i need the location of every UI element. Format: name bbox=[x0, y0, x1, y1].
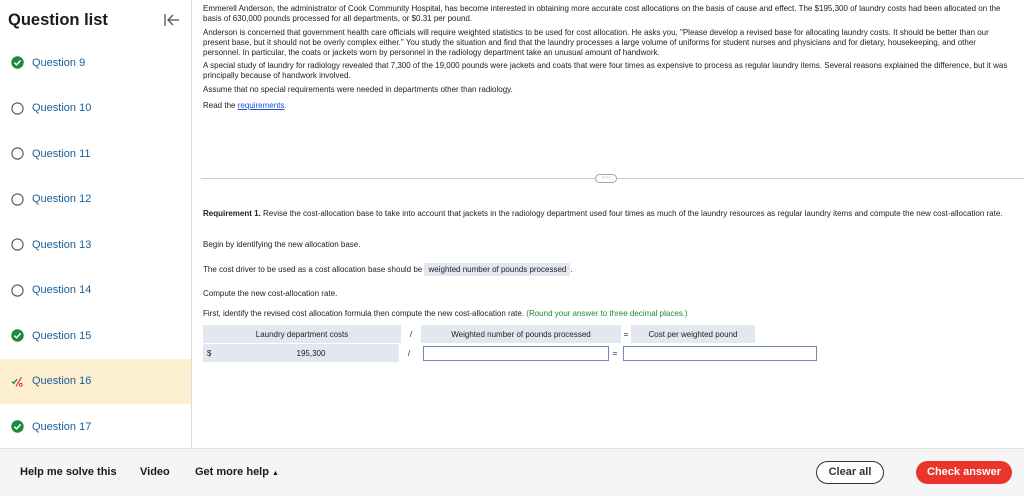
expand-toggle[interactable]: ···· bbox=[595, 174, 617, 183]
empty-circle-icon bbox=[11, 238, 24, 251]
question-item[interactable] bbox=[0, 40, 191, 86]
question-label: Question 10 bbox=[32, 102, 92, 115]
main-content bbox=[193, 0, 1024, 448]
header-equals-sign: = bbox=[623, 329, 629, 339]
empty-circle-icon bbox=[11, 147, 24, 160]
question-item[interactable] bbox=[0, 268, 191, 314]
cost-per-pound-input[interactable] bbox=[623, 346, 817, 361]
read-suffix: . bbox=[284, 100, 287, 110]
problem-statement bbox=[193, 0, 1024, 111]
get-more-help-label: Get more help bbox=[195, 466, 269, 478]
formula-instruction bbox=[203, 309, 688, 319]
read-prefix: Read the bbox=[203, 100, 238, 110]
question-item[interactable] bbox=[0, 86, 191, 132]
help-me-solve-button[interactable]: Help me solve this bbox=[20, 466, 117, 478]
clear-all-button[interactable]: Clear all bbox=[816, 461, 884, 484]
header-laundry-costs: Laundry department costs bbox=[203, 325, 401, 343]
rounding-hint: (Round your answer to three decimal places.) bbox=[526, 309, 688, 318]
question-item[interactable] bbox=[0, 177, 191, 223]
allocation-formula-table bbox=[203, 325, 817, 362]
get-more-help-button[interactable] bbox=[195, 466, 279, 478]
video-button[interactable]: Video bbox=[140, 466, 170, 478]
question-label: Question 13 bbox=[32, 238, 92, 251]
formula-value-row bbox=[203, 344, 817, 362]
equals-sign: = bbox=[612, 348, 618, 358]
check-circle-icon bbox=[11, 56, 24, 69]
question-label: Question 15 bbox=[32, 329, 92, 342]
question-label: Question 12 bbox=[32, 193, 92, 206]
read-requirements-line bbox=[203, 101, 1010, 111]
empty-circle-icon bbox=[11, 193, 24, 206]
section-divider bbox=[201, 174, 1024, 181]
question-label: Question 16 bbox=[32, 375, 92, 388]
formula-header-row bbox=[203, 325, 817, 343]
question-list bbox=[0, 40, 191, 450]
cost-driver-select[interactable]: weighted number of pounds processed bbox=[424, 263, 570, 276]
cost-driver-prefix: The cost driver to be used as a cost allocation base should be bbox=[203, 265, 423, 274]
cost-driver-suffix: . bbox=[570, 265, 573, 274]
question-label: Question 14 bbox=[32, 284, 92, 297]
check-circle-icon bbox=[11, 420, 24, 433]
check-circle-icon bbox=[11, 329, 24, 342]
dollar-sign: $ bbox=[203, 344, 223, 362]
question-item[interactable] bbox=[0, 359, 191, 405]
caret-up-icon: ▲ bbox=[271, 470, 279, 477]
step-identify-base: Begin by identifying the new allocation base. bbox=[203, 240, 361, 249]
cost-driver-line bbox=[203, 265, 573, 275]
empty-circle-icon bbox=[11, 102, 24, 115]
formula-instruction-text: First, identify the revised cost allocation formula then compute the new cost-allocation rate. bbox=[203, 309, 525, 318]
step-compute-rate: Compute the new cost-allocation rate. bbox=[203, 289, 338, 298]
requirement-title: Requirement 1. bbox=[203, 209, 261, 218]
laundry-cost-value: 195,300 bbox=[223, 344, 399, 362]
header-cost-per-pound: Cost per weighted pound bbox=[631, 325, 755, 343]
check-answer-button[interactable]: Check answer bbox=[916, 461, 1012, 484]
question-label: Question 9 bbox=[32, 56, 86, 69]
question-item[interactable] bbox=[0, 404, 191, 450]
weighted-pounds-input[interactable] bbox=[423, 346, 609, 361]
header-divide-sign: / bbox=[409, 329, 413, 339]
problem-paragraph-3: A special study of laundry for radiology revealed that 7,300 of the 19,000 pounds were jackets and coats that were four times as expensive to process as regular laundry items. Several reasons explained the difference, but it was principally because of handwork involved. bbox=[203, 61, 1008, 80]
question-label: Question 17 bbox=[32, 420, 92, 433]
question-item[interactable] bbox=[0, 222, 191, 268]
requirement-body: Revise the cost-allocation base to take into account that jackets in the radiology department used four times as much of the laundry resources as regular laundry items and compute the new cost-allocation rate. bbox=[260, 209, 1003, 218]
problem-paragraph-2: Anderson is concerned that government health care officials will require weighted statistics to be used for cost allocation. He asks you, "Please develop a revised base for allocating laundry costs. It should be better than our present base, but it should not be overly complex either." You study the situation and find that the laundry processes a large volume of uniforms for student nurses and physicians and for dietary, housekeeping, and other personnel. In particular, the coats or jackets worn by personnel in the radiology department take an unusual amount of handwork. bbox=[203, 27, 989, 57]
sidebar-header bbox=[0, 0, 191, 40]
requirement-text bbox=[203, 209, 1010, 219]
sidebar-title: Question list bbox=[8, 10, 108, 29]
bottom-toolbar bbox=[0, 448, 1024, 496]
question-item[interactable] bbox=[0, 131, 191, 177]
problem-paragraph-4: Assume that no special requirements were needed in departments other than radiology. bbox=[203, 84, 513, 94]
question-item[interactable] bbox=[0, 313, 191, 359]
empty-circle-icon bbox=[11, 284, 24, 297]
header-weighted-pounds: Weighted number of pounds processed bbox=[421, 325, 621, 343]
question-sidebar bbox=[0, 0, 192, 448]
collapse-sidebar-icon[interactable] bbox=[163, 13, 181, 27]
problem-paragraph-1: Emmerell Anderson, the administrator of Cook Community Hospital, has become interested in obtaining more accurate cost allocations on the basis of cause and effect. The $195,300 of laundry costs had been allocated on the basis of 630,000 pounds processed for all departments, or $0.31 per pound. bbox=[203, 4, 1001, 23]
question-label: Question 11 bbox=[32, 147, 91, 160]
partial-credit-icon bbox=[11, 375, 24, 388]
requirements-link[interactable]: requirements bbox=[237, 100, 285, 110]
divide-sign: / bbox=[407, 348, 411, 358]
